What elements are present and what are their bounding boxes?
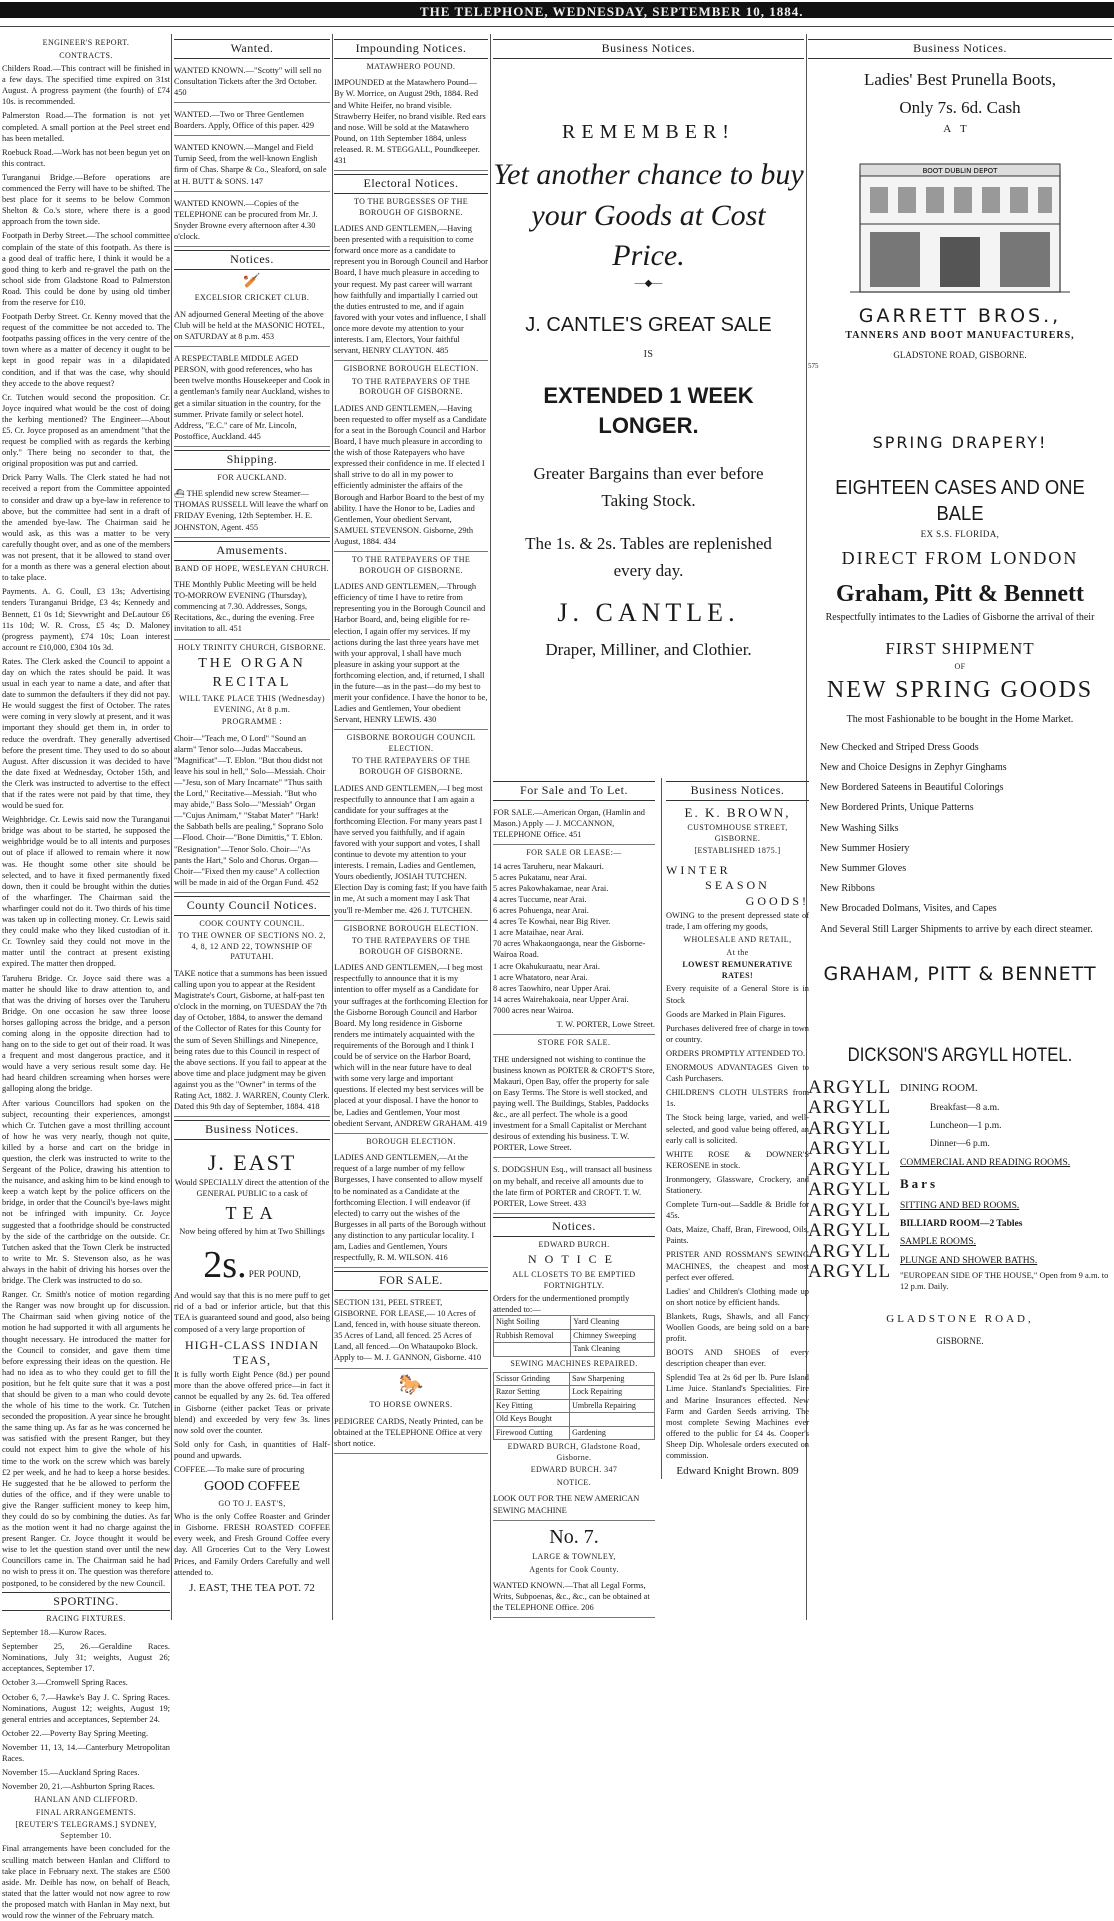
report-heading: ENGINEER'S REPORT. (42, 38, 130, 47)
table-cell (494, 1343, 571, 1357)
burch-notice: NOTICE (528, 1252, 620, 1267)
table-cell (570, 1413, 655, 1427)
shipping-header: Shipping. (174, 450, 330, 470)
script-line: your Goods at Cost Price. (531, 198, 766, 273)
tables-line: every day. (613, 561, 684, 581)
band-title: BAND OF HOPE, WESLEYAN CHURCH. (174, 563, 330, 573)
brown-line: Goods are Marked in Plain Figures. (666, 1009, 786, 1019)
amenity-item: Bars (900, 1175, 938, 1191)
table-row (494, 1372, 655, 1386)
cantle-name: J. CANTLE. (557, 598, 740, 628)
indian-teas: HIGH-CLASS INDIAN TEAS, (185, 1337, 319, 1368)
list-item: New and Choice Designs in Zephyr Ginghams (820, 762, 1007, 773)
report-paragraph: Footpath Derby Street. Cr. Kenny moved that the request of the committee be not acceded to. The footpaths passing offices in the very centre of the town where as a matter of decency it ought to be kept in good repair was in a dilapidated condition, and if that was the case, why should they accede to the above request? (2, 312, 170, 388)
list-item: New Summer Hosiery (820, 842, 910, 854)
eighteen-cases: EIGHTEEN CASES AND ONE BALE (835, 476, 1085, 526)
hanlan-subtitle: FINAL ARRANGEMENTS. (35, 1807, 137, 1817)
sale-ad: SECTION 131, PEEL STREET, GISBORNE. FOR LEASE,— 10 Acres of Land, fenced in, with house situate thereon. 35 Acres of Land, all fenced. 25 Acres of Land, all fenced.—On Whataupoko Block. Apply to— M. J. GANNON, Gisborne. 410 (334, 1294, 488, 1369)
amenity-item: "EUROPEAN SIDE OF THE HOUSE," Open from 9 a.m. to 12 p.m. Daily. (900, 1269, 1109, 1291)
is-word: IS (643, 349, 654, 361)
brown-line: CHILDREN'S CLOTH ULSTERS from 1s. (666, 1088, 809, 1109)
lease-item: 4 acres Te Kowhai, near Big River. (493, 917, 611, 927)
band-ad: THE Monthly Public Meeting will be held TO-MORROW EVENING (Thursday), commencing at 7.30. Addresses, Songs, Recitations, &c., during the evening. Free invitation to all. 451 (174, 576, 330, 639)
trinity-title: HOLY TRINITY CHURCH, GISBORNE. (177, 642, 326, 652)
impound-ad: IMPOUNDED at the Matawhero Pound— By W. Morrice, on August 29th, 1884. Red and White Heifer, no brand visible. Strawberry Heifer, no brand visible. Red ears and nose. Will be sold at the Matawhero Pound, on 11th September 1884, unless released. R. M. STEGGALL, Poundkeeper. 431 (334, 74, 488, 171)
report-paragraph: Rates. The Clerk asked the Council to appoint a day on which the rates should be paid. It was usual in each year to name a date, and after that date to summon the defaulters if they did not pay. He would suggest the first of October. The rates were coming in very slowly at present, and it was important they should get them in, in order to reduce the overdraft. They generally advertised before the present time. They used to do so about August. After discussion it was decided to have the date fixed at Wednesday, October 15th, and the Clerk was instructed to advertise to the effect that if the rates were not paid by that time, they would be sued for. (2, 656, 170, 811)
coffee-go: GO TO J. EAST'S, (218, 1498, 286, 1508)
report-paragraph: Childers Road.—This contract will be finished in a few days. The specified time expired on 31st August. A progress payment (the fourth) of £74 10s. is recommended. (2, 64, 170, 107)
table-row (494, 1343, 655, 1357)
amenity-item: SAMPLE ROOMS. (900, 1237, 977, 1248)
first-shipment: FIRST SHIPMENT (885, 638, 1035, 658)
gisborne-line: GISBORNE. (936, 1336, 984, 1347)
report-paragraph: Palmerston Road.—The formation is not yet completed. A small portion at the Peel street end has been metalled. (2, 111, 170, 143)
argyll-word: ARGYLL (808, 1179, 892, 1201)
list-item: New Bordered Sateens in Beautiful Colorings (820, 782, 1004, 794)
coffee-intro: COFFEE.—To make sure of procuring (174, 1465, 305, 1475)
dodgshun-ad: S. DODGSHUN Esq., will transact all business on my behalf, and receive all amounts due to the late firm of PORTER and CROFT. T. W. PORTER, Lowe Street. 433 (493, 1161, 655, 1213)
table-row (494, 1426, 655, 1440)
report-paragraph: Weighbridge. Cr. Lewis said now the Turanganui bridge was about to be started, he supposed the weighbridge would be to all intents and purposes out of place if allowed to remain where it now was. He thought some other site should be selected, and to have it fixed permanently fixed down, then it could be brought within the duties of the wharfinger. The Chairman said the wharfinger could not do it. Two thirds of his time was taken up in collecting money. Cr. Lewis said they could make who they liked custodian of it. Cr. Townley said they could not move in the matter until the contract at present existing expired. The matter then dropped. (2, 815, 170, 969)
agents-line: Agents for Cook County. (529, 1564, 619, 1574)
argyll-word: ARGYLL (808, 1240, 892, 1262)
for-sale-section (493, 778, 655, 1621)
racing-fixture: November 15.—Auckland Spring Races. (2, 1768, 140, 1778)
brown-line: Purchases delivered free of charge in town or country. (666, 1023, 809, 1044)
table-cell: Rubbish Removal (494, 1329, 571, 1343)
report-paragraph: Ranger. Cr. Smith's notice of motion regarding the Ranger was now brought up for discussion. The Chairman said when giving notice of the motion he had supported it with all arguments he thought necessary. He introduced the matter for the Council to consider, and gave them time before expressing their ideas on the question. He had no idea as to who they could get to fill the position, but he felt quite sure that it was a post that should be given to a man who could devote the whole of his time to the work. Cr. Tutchen seconded the proposition. A year since he brought the same thing up. As far as he was concerned he was satisfied with the present Ranger, but they could not expect him to give the whole of his time to the work on the screw which was barely £2 per week, and he had to keep a horse besides. He suggested that he be allowed to perform the duties of the office, and if they were unable to give the Ranger sufficient money to keep him, they could do so by combining the duties. As far as the motion went it had no charge against the present Ranger. Cr. Joyce thought it would be wise to let the question stand over until the new Councillors came in. The Chairman said he had no wish to press it on. The question was therefore postponed, to be considered by the new Council. (2, 1290, 170, 1588)
argyll-word: ARGYLL (808, 1138, 892, 1160)
report-subheading: CONTRACTS. (59, 50, 113, 60)
table-cell: Key Fitting (494, 1399, 570, 1413)
brown-line: Every requisite of a General Store is in Stock (666, 984, 809, 1005)
draper-line: Draper, Milliner, and Clothier. (545, 639, 752, 659)
racing-fixture: September 18.—Kurow Races. (2, 1628, 107, 1638)
table-row (494, 1386, 655, 1400)
tanners-line: TANNERS AND BOOT MANUFACTURERS, (845, 330, 1075, 342)
racing-subheading: RACING FIXTURES. (46, 1614, 126, 1624)
fashionable-line: The most Fashionable to be bought in the Home Market. (846, 713, 1074, 725)
burch-services-table (493, 1315, 655, 1357)
ex-florida: EX S.S. FLORIDA, (920, 529, 1000, 540)
table-row (494, 1413, 655, 1427)
shop-building-image (850, 142, 1070, 298)
coffee-text: Who is the only Coffee Roaster and Grinder in Gisborne. FRESH ROASTED COFFEE every week, and Fresh Ground Coffee every day. All Groceries Cut to the Very Lowest Prices, and Family Orders Carefully and well attended to. (174, 1512, 330, 1577)
shop-sign-text: BOOT DUBLIN DEPOT (922, 167, 998, 176)
burgesses-heading: TO THE BURGESSES OF THE BOROUGH OF GISBORNE. (353, 196, 469, 217)
racing-fixture: November 11, 13, 14.—Canterbury Metropolitan Races. (2, 1742, 170, 1763)
argyll-block (808, 1078, 1112, 1292)
argyll-word: ARGYLL (808, 1261, 892, 1283)
column-rule (332, 34, 333, 1620)
cricket-ad: AN adjourned General Meeting of the above Club will be held at the MASONIC HOTEL, on SATURDAY at 8 p.m. 453 (174, 306, 330, 347)
column-wanted-notices (174, 36, 330, 1616)
organ-title: THE ORGAN RECITAL (198, 656, 306, 690)
table-cell: Gardening (570, 1426, 655, 1440)
wanted-header: Wanted. (174, 39, 330, 59)
ratepayers-heading: TO THE RATEPAYERS OF THE BOROUGH OF GISBORNE. (351, 936, 471, 956)
wanted-ad: WANTED KNOWN.—Mangel and Field Turnip Seed, from the well-known English firm of Chas. Sharpe & Co., Sleaford, on sale at H. BUTT & SONS. 147 (174, 139, 330, 191)
business-header: Business Notices. (666, 781, 809, 801)
brown-address: CUSTOMHOUSE STREET, GISBORNE. (687, 822, 788, 843)
list-item: New Brocaded Dolmans, Visites, and Capes (820, 903, 997, 915)
cricket-title: EXCELSIOR CRICKET CLUB. (194, 293, 310, 303)
argyll-word: ARGYLL (808, 1097, 892, 1119)
shipping-ad (174, 485, 330, 537)
amenity-item: BILLIARD ROOM—2 Tables (900, 1219, 1023, 1230)
forsale-header: For Sale and To Let. (493, 781, 655, 801)
script-line: Yet another chance to buy (493, 158, 804, 192)
argyll-word: ARGYLL (808, 1199, 892, 1221)
hanlan-title: HANLAN AND CLIFFORD. (34, 1795, 138, 1805)
price-big: 2s. (203, 1244, 247, 1287)
lease-item: 70 acres Whakaongaonga, near the Gisborne-Wairoa Road. (493, 939, 646, 960)
column-cantle-sale (493, 36, 809, 1616)
table-row (494, 1316, 655, 1330)
ratepayers-heading: TO THE RATEPAYERS OF THE BOROUGH OF GISBORNE. (351, 756, 471, 776)
county-title: COOK COUNTY COUNCIL. (199, 918, 305, 928)
argyll-word: ARGYLL (808, 1117, 892, 1139)
price-block (174, 1240, 330, 1290)
respectfully-line: Respectfully intimates to the Ladies of Gisborne the arrival of their (825, 611, 1095, 623)
prunella-price: Only 7s. 6d. Cash (899, 98, 1021, 118)
wanted-ad: WANTED KNOWN.—"Scotty" will sell no Consultation Tickets after the 3rd October. 450 (174, 62, 330, 103)
table-cell: Tank Cleaning (571, 1343, 655, 1357)
column-rule (171, 34, 172, 1620)
steamer-icon: ⛴ (174, 489, 187, 499)
lowest-rates: LOWEST REMUNERATIVE RATES! (682, 960, 793, 980)
election-heading: BOROUGH ELECTION. (366, 1136, 456, 1146)
election-heading: GISBORNE BOROUGH ELECTION. (343, 364, 479, 374)
amenity-item: DINING ROOM. (900, 1081, 978, 1094)
masthead-title: THE TELEPHONE, WEDNESDAY, SEPTEMBER 10, 1884. (420, 4, 804, 19)
lease-item: 1 acre Whatatoro, near Arai. (493, 972, 588, 982)
table-cell: Umbrella Repairing (570, 1399, 655, 1413)
dickson-hotel: DICKSON'S ARGYLL HOTEL. (847, 1044, 1073, 1066)
season-word: SEASON (705, 878, 770, 893)
lease-item: 7000 acres near Wairoa. (493, 1005, 574, 1015)
wanted-ad: WANTED KNOWN.—Copies of the TELEPHONE can be procured from Mr. J. Snyder Browne every afternoon after 4.30 o'clock. (174, 195, 330, 247)
lease-item: 6 acres Pohuenga, near Arai. (493, 906, 589, 916)
amenity-item: Breakfast—8 a.m. (930, 1102, 1000, 1113)
list-item: New Ribbons (820, 883, 875, 895)
cricket-bat-icon: 🏏 (243, 273, 261, 289)
tables-line: The 1s. & 2s. Tables are replenished (525, 533, 772, 553)
list-item: New Washing Silks (820, 822, 899, 834)
list-item: And Several Still Larger Shipments to arrive by each direct steamer. (820, 923, 1093, 935)
sale-header: FOR SALE. (334, 1271, 488, 1291)
masthead-rule (0, 26, 1114, 27)
argyll-word: ARGYLL (808, 1220, 892, 1242)
east-text: It is fully worth Eight Pence (8d.) per pound more than the above offered price—in fact it cannot be equalled by any 2s. 6d. Tea offered in Gisborne (either packet Teas or private blend) and exceeded by very few 3s. lines now sold over the counter. (174, 1370, 330, 1435)
sporting-header: SPORTING. (2, 1592, 170, 1612)
column-drapery (808, 36, 1112, 1616)
list-item: New Bordered Prints, Unique Patterns (820, 802, 974, 814)
brown-section (661, 778, 809, 1479)
lease-signature: T. W. PORTER, Lowe Street. (493, 1016, 655, 1035)
notices-header: Notices. (174, 250, 330, 270)
election-heading: GISBORNE BOROUGH COUNCIL ELECTION. (346, 733, 476, 753)
impound-header: Impounding Notices. (334, 39, 488, 59)
brown-signature: Edward Knight Brown. 809 (676, 1465, 799, 1478)
report-paragraph: Taruheru Bridge. Cr. Joyce said there was a matter he should like to draw attention to, and that was the driving of horses over the Taruheru Bridge. On one occasion he saw three loose horses galloping across the bridge, and a person coming along in the opposite direction had to hang on to the side to get out of their road. It was a frequent and most dangerous practice, and it would have a very serious result some day. He had heard children screaming when horses were galloping along the bridge. (2, 973, 170, 1094)
goods-list (808, 738, 1112, 940)
horse-icon: 🐎 (398, 1373, 424, 1396)
gpb-caps: GRAHAM, PITT & BENNETT (823, 962, 1097, 985)
brown-name: E. K. BROWN, (684, 804, 791, 820)
wholesale-line: WHOLESALE AND RETAIL, (683, 935, 792, 945)
county-ad: TAKE notice that a summons has been issued calling upon you to appear at the Resident Magistrate's Court, Gisborne, at half-past ten o'clock in the morning, on TUESDAY the 7th day of October, 1884, to answer the demand of the Collector of Rates for this County for the sum of Seven Shillings and Ninepence, being rates due to this Council in respect of the above sections. If you fail to appear at the above time and place judgment may be given against you as the "Owner" in terms of the Rating Act, 1882. J. WARREN, County Clerk. Dated this 9th day of September, 1884. 418 (174, 965, 330, 1117)
gladstone-road: GLADSTONE ROAD, (886, 1312, 1034, 1325)
clayton-ad: LADIES AND GENTLEMEN,—Having been presented with a requisition to come forward once more as a candidate to represent you in Borough Council and Harbor Board, I have much pleasure in acceding to your request. My past career will warrant how faithfully and impartially I carried out the duties entrusted to me, and if again favored with your votes and influence, I shall once more devote my attention to your interests. I am, Electors, Your faithful servant, HENRY CLAYTON. 485 (334, 220, 488, 361)
column-council-report (2, 36, 170, 1920)
new-spring-goods: NEW SPRING GOODS (826, 676, 1094, 703)
racing-fixture: October 22.—Poverty Bay Spring Meeting. (2, 1728, 149, 1738)
greater-line: Taking Stock. (601, 490, 696, 510)
amenity-item: SITTING AND BED ROOMS. (900, 1200, 1020, 1211)
report-paragraph: Drick Parry Walls. The Clerk stated he had not received a report from the Committee appointed to consider and draw up a bye-law in reference to above, but the committee had sent in a draft of the amended bye-law. The Chairman said he would ask, as this was a matter to be very carefully thought over, and as one of the members was not present, that it be allowed to stand over for a month as there was a general election about to take place. (2, 473, 170, 583)
east-text: And would say that this is no mere puff to get rid of a bad or inferior article, but that this TEA is guaranteed sound and good, also being composed of a very large proportion of (174, 1291, 330, 1334)
price-unit: PER POUND, (248, 1269, 301, 1280)
column-electoral-notices (334, 36, 488, 1616)
report-paragraph: Roebuck Road.—Work has not been begun yet on this contract. (2, 147, 170, 168)
stevenson-ad: LADIES AND GENTLEMEN,—Having been requested to offer myself as a Candidate for a seat in the Borough Council and Harbor Board, I have much pleasure in according to the wish of those Ratepayers who have expressed their confidence in me. If elected I shall strive to do all in my power to efficiently administer the affairs of the Borough and Harbor Board to the best of my ability. I have the Honor to be, Ladies and Gentlemen, Your obedient Servant, SAMUEL STEVENSON. Gisborne, 29th August, 1884. 434 (334, 400, 488, 552)
greater-line: Greater Bargains than ever before (533, 463, 764, 483)
table-cell: Night Soiling (494, 1316, 571, 1330)
ratepayers-heading: TO THE RATEPAYERS OF THE BOROUGH OF GISBORNE. (351, 376, 471, 397)
report-paragraph: Footpath in Derby Street.—The school committee complain of the state of this footpath. As there is a good deal of traffic here, I think it would be a good thing to kerb and re-gravel the path on the school side from Gladstone Road to Palmerston Road. This could be done by using old timber from the reserve for £10. (2, 231, 170, 307)
brown-line: Complete Turn-out—Saddle & Bridle for 45s. (666, 1200, 809, 1221)
legal-forms-ad: WANTED KNOWN.—That all Legal Forms, Writs, Subpoenas, &c., &c., can be obtained at the TELEPHONE Office. 206 (493, 1577, 655, 1618)
lease-item: 1 acre Mataihae, near Arai. (493, 928, 584, 938)
racing-fixture: October 3.—Cromwell Spring Races. (2, 1678, 128, 1688)
racing-fixture: September 25, 26.—Geraldine Races. Nominations, July 31; weights, August 26; acceptances, September 17. (2, 1642, 170, 1674)
list-item: New Summer Gloves (820, 862, 907, 874)
east-name: J. EAST (207, 1150, 297, 1176)
east-text: Sold only for Cash, in quantities of Half-pound and upwards. (174, 1439, 330, 1460)
amusements-header: Amusements. (174, 541, 330, 561)
brown-line: ENORMOUS ADVANTAGES Given to Cash Purchasers. (666, 1063, 809, 1084)
lookout-ad: LOOK OUT FOR THE NEW AMERICAN SEWING MACHINE (493, 1490, 655, 1520)
masthead (0, 0, 1114, 30)
notice-title: NOTICE. (556, 1477, 592, 1487)
electoral-header: Electoral Notices. (334, 174, 488, 194)
goods-word: GOODS! (745, 894, 809, 909)
business-header: Business Notices. (493, 39, 804, 59)
organ-when: WILL TAKE PLACE THIS (Wednesday) EVENING, At 8 p.m. (178, 694, 325, 714)
argyll-amenities (900, 1078, 1112, 1292)
lease-item: 14 acres Wairehakoaia, near Upper Arai. (493, 994, 629, 1004)
amenity-item: PLUNGE AND SHOWER BATHS. (900, 1255, 1038, 1266)
gpb-name: Graham, Pitt & Bennett (836, 581, 1084, 608)
programme-text: Choir—"Teach me, O Lord" "Sound an alarm" Tenor solo—Judas Maccabeus. "Magnificat"—T. Eblon. "But thou didst not leave his soul in hell," Solo—Messiah. Choir—"Jesu, son of Mary Incarnate" "Thus saith the Lord," Recitative—Messiah. "But who may abide," Bass Solo—"Messiah" Organ—"Cujus Animam," "Stabat Mater" "Hark! the Sabbath bells are pealing," Soprano Solo—Flood. Choir—"Bone Dimittis," T. Eblon. "Resignation"—Tenor Solo. Choir—"As pants the Hart," Solo and Chorus. Organ— Choir—"Fixed then my cause" A collection will be made in aid of the Organ Fund. 452 (174, 730, 330, 893)
table-cell: Chimney Sweeping (571, 1329, 655, 1343)
table-cell: Lock Repairing (570, 1386, 655, 1400)
table-cell: Old Keys Bought (494, 1413, 570, 1427)
organ-sale-ad: FOR SALE.—American Organ, (Hamlin and Mason.) Apply — J. MCCANNON, TELEPHONE Office. 451 (493, 804, 655, 845)
east-selling: Now being offered by him at Two Shillings (179, 1226, 325, 1236)
east-signature: J. EAST, THE TEA POT. 72 (189, 1581, 315, 1594)
burch-footer: EDWARD BURCH. 347 (530, 1465, 618, 1475)
ad-number: 575 (808, 362, 819, 371)
lewis-ad: LADIES AND GENTLEMEN,—Through efficiency of time I have to retire from representing you in the Borough Council and Harbor Board, and, being eligible for re-election, I again offer my services. If my actions during the last three years have met with your approval, I shall have much pleasure in asking your support at the forthcoming election, and, if returned, I shall in the future—as in the past—do my best to merit your confidence. I have the honor to be, Ladies and Gentlemen, Your obedient Servant, HENRY LEWIS. 430 (334, 578, 488, 730)
impound-subheading: MATAWHERO POUND. (366, 61, 456, 71)
hanlan-telegram: [REUTER'S TELEGRAMS.] SYDNEY, September 10. (15, 1820, 157, 1840)
sewing-services-table (493, 1372, 655, 1441)
lease-item: 5 acres Pakowhakamae, near Arai. (493, 883, 609, 893)
remember-heading: REMEMBER! (562, 120, 735, 143)
brown-line: Blankets, Rugs, Shawls, and all Fancy Woollen Goods, are being sold on a bare profit. (666, 1311, 809, 1344)
county-subheading: TO THE OWNER OF SECTIONS NO. 2, 4, 8, 12 AND 22, TOWNSHIP OF PATUTAHI. (178, 931, 326, 962)
table-row (494, 1399, 655, 1413)
horse-header: TO HORSE OWNERS. (369, 1399, 453, 1409)
of-word: OF (954, 662, 966, 672)
lease-item: 4 acres Tuccume, near Arai. (493, 894, 587, 904)
racing-fixture: November 20, 21.—Ashburton Spring Races. (2, 1782, 155, 1792)
shipping-text: THE splendid new screw Steamer— THOMAS RUSSELL Will leave the wharf on FRIDAY Evening, 12th September. H. E. JOHNSTON, Agent. 455 (174, 489, 329, 532)
prunella-line: Ladies' Best Prunella Boots, (864, 69, 1056, 89)
report-paragraph: After various Councillors had spoken on the subject, recounting their experiences, amongst which Cr. Tutchen gave a most thrilling account of how he was very nearly, though not quite, killed by a horse and cart on the bridge in question, the clerk was instructed to write to the Sergeant of the Police, drawing his attention to the nuisance, and asking him to be kind enough to keep a watch kept by the police officers on the bridge, in order that the Council's bye-laws might not be infringed with impunity. Cr. Joyce suggested that a footbridge should be constructed by the side of the cartbridge on the outside. Cr. Tutchen asked that the Town Clerk be instructed to write to Mr. S. Stevenson also, as he was always in the habit of driving his horses over the bridge. The Clerk was instructed to do so. (2, 1098, 170, 1286)
argyll-column (808, 1078, 900, 1292)
amenity-item: Luncheon—1 p.m. (930, 1121, 1002, 1132)
store-title: STORE FOR SALE. (537, 1038, 611, 1048)
store-ad: THE undersigned not wishing to continue the business known as PORTER & CROFT'S Store, Makauri, Open Bay, offer the property for sale on Easy Terms. The Store is well stocked, and paying well. The Buildings, Stables, Paddocks &c., are all perfect. The whole is a good investment for a Small Capitalist or Merchant desirous of extending his business. T. W. PORTER, Lowe Street. (493, 1051, 655, 1159)
extended-notice: EXTENDED 1 WEEK LONGER. (543, 383, 754, 438)
report-paragraph: Payments. A. G. Coull, £3 13s; Advertising tenders Turanganui Bridge, £3 4s; Kennedy and Bennett, £1 0s 1d; Sievwright and DeLautour £6 11s 10d; W. R. Cross, £5 4s; D. Maloney (progress payment), £74 10s; Loan interest account re £10,000, £304 10s 3d. (2, 587, 170, 652)
list-item: New Checked and Striped Dress Goods (820, 741, 979, 753)
lease-item: 14 acres Taruheru, near Makauri. (493, 861, 604, 871)
spring-drapery: SPRING DRAPERY! (872, 432, 1048, 452)
direct-london: DIRECT FROM LONDON (841, 548, 1079, 569)
winter-word: WINTER (666, 862, 731, 877)
brown-line: ORDERS PROMPTLY ATTENDED TO. (666, 1048, 806, 1058)
amenity-item: Dinner—6 p.m. (930, 1139, 990, 1150)
notices-header: Notices. (493, 1217, 655, 1237)
burch-signature: EDWARD BURCH, Gladstone Road, Gisborne. (507, 1442, 641, 1462)
lease-item: 5 acres Pukatanu, near Arai. (493, 872, 587, 882)
brown-line: WHITE ROSE & DOWNER'S KEROSENE in stock. (666, 1149, 809, 1170)
burch-orders: Orders for the undermentioned promptly attended to:— (493, 1294, 630, 1315)
table-cell: Saw Sharpening (570, 1372, 655, 1386)
tutchen-ad: LADIES AND GENTLEMEN,—I beg most respectfully to announce that I am again a candidate for your suffrages at the forthcoming Election. For many years past I have served you faithfully, and if again favored with your support and votes, I shall continue to devote my attention to your interests. I remain, Ladies and Gentlemen, Yours obediently, JOSIAH TUTCHEN. Election Day is coming fast; If you have faith in me, At such a moment may I ask That you'll re-Member me. 426 J. TUTCHEN. (334, 780, 488, 921)
column-rule (490, 34, 491, 1620)
table-cell: Scissor Grinding (494, 1372, 570, 1386)
at-the: At the (726, 947, 749, 957)
table-cell: Razor Setting (494, 1386, 570, 1400)
report-paragraph: Turanganui Bridge.—Before operations are commenced the Ferry will have to be shifted. The best place for it seems to be below Common Shelton & Co.'s store, where there is a good approach from the town side. (2, 172, 170, 227)
business-header: Business Notices. (174, 1120, 330, 1140)
brown-line: PRISTER AND ROSSMAN'S SEWING MACHINES, the cheapest and most perfect ever offered. (666, 1250, 809, 1282)
brown-established: [ESTABLISHED 1875.] (694, 846, 781, 856)
lease-item: 8 acres Taowhiro, near Upper Arai. (493, 983, 611, 993)
tea-word: TEA (225, 1203, 279, 1224)
argyll-word: ARGYLL (808, 1076, 892, 1098)
wanted-ad: WANTED.—Two or Three Gentlemen Boarders. Apply, Office of this paper. 429 (174, 106, 330, 136)
brown-line: Splendid Tea at 2s 6d per lb. Pure Island Lime Juice. Stanland's Specialities. Fire and Marine Insurances effected. New Farm and Garden Seeds arriving. The most complete Sewing Machines ever offered to the public for £4 4s. Cooper's Sheep Dip. Wholesale orders executed on commission. (666, 1373, 809, 1461)
no7-heading: No. 7. (549, 1525, 599, 1548)
racing-fixture: October 6, 7.—Hawke's Bay J. C. Spring Races. Nominations, August 12; weights, August 19; general entries and acceptances, September 24. (2, 1692, 170, 1724)
burch-title: EDWARD BURCH. (538, 1239, 610, 1249)
programme-label: PROGRAMME : (221, 717, 283, 727)
housekeeper-ad: A RESPECTABLE MIDDLE AGED PERSON, with good references, who has been twelve months Housekeeper and Cook in a gentleman's family near Auckland, wishes to get a similar situation in the country, for the summer. Private family or select hotel. Address, "E.C." care of Mr. Lincoln, Postoffice, Auckland. 445 (174, 350, 330, 447)
hanlan-text: Final arrangements have been concluded for the sculling match between Hanlan and Clifford to take place in February next. The stakes are £500 aside. Mr. Deible has now, on behalf of Beach, stated that the latter would not now agree to row the proposed match with Hanlan in May next, but would row the winner of the February match. (2, 1844, 170, 1920)
argyll-word: ARGYLL (808, 1158, 892, 1180)
amenity-item: COMMERCIAL AND READING ROOMS. (900, 1157, 1071, 1168)
lease-item: 1 acre Okahukuraatu, near Arai. (493, 961, 600, 971)
graham-ad: LADIES AND GENTLEMEN,—I beg most respectfully to announce that it is my intention to offer myself as a Candidate for your suffrages at the forthcoming Election for the Gisborne Borough Council and Harbor Board. My long residence in Gisborne renders me intimately acquainted with the requirements of the Borough and I think I could be of service on the Harbor Board, which will in the near future have to deal with some very large and important questions. If elected my best services will be placed at your disposal. I have the honor to be, Ladies and Gentlemen, Your most obedient Servant, ANDREW GRAHAM. 419 (334, 959, 488, 1133)
table-cell: Yard Cleaning (571, 1316, 655, 1330)
large-townley: LARGE & TOWNLEY, (532, 1552, 616, 1561)
at-word: AT (943, 122, 977, 135)
east-intro: Would SPECIALLY direct the attention of the GENERAL PUBLIC to a cask of (174, 1178, 330, 1199)
brown-line: BOOTS AND SHOES of every description cheaper than ever. (666, 1348, 809, 1369)
lease-title: FOR SALE OR LEASE:— (526, 848, 622, 858)
coffee-big: GOOD COFFEE (203, 1479, 301, 1495)
brown-line: Oats, Maize, Chaff, Bran, Firewood, Oils, Paints. (666, 1225, 809, 1246)
election-heading: GISBORNE BOROUGH ELECTION. (343, 923, 479, 933)
ratepayers-heading: TO THE RATEPAYERS OF THE BOROUGH OF GISBORNE. (351, 555, 471, 575)
table-cell: Firewood Cutting (494, 1426, 570, 1440)
table-row (494, 1329, 655, 1343)
shipping-subheading: FOR AUCKLAND. (217, 472, 287, 482)
brown-line: Ironmongery, Glassware, Crockery, and Stationery. (666, 1174, 809, 1195)
divider-ornament: —◆— (634, 277, 663, 289)
burch-closets: ALL CLOSETS TO BE EMPTIED FORTNIGHTLY. (512, 1270, 636, 1290)
brown-line: Ladies' and Children's Clothing made up on short notice by efficient hands. (666, 1286, 809, 1307)
owing-text: OWING to the present depressed state of trade, I am offering my goods, (666, 911, 809, 932)
horse-ad: PEDIGREE CARDS, Neatly Printed, can be obtained at the TELEPHONE Office at very short notice. (334, 1413, 488, 1454)
business-header: Business Notices. (808, 39, 1112, 59)
gladstone-line: GLADSTONE ROAD, GISBORNE. (893, 350, 1027, 361)
sewing-title: SEWING MACHINES REPAIRED. (510, 1358, 638, 1368)
garrett-name: GARRETT BROS., (858, 305, 1062, 328)
great-sale: J. CANTLE'S GREAT SALE (525, 313, 772, 336)
report-paragraph: Cr. Tutchen would second the proposition. Cr. Joyce inquired what would be the cost of doing the kerbing mentioned? The Engineer—About £5. Cr. Joyce proposed as an amendment "that the request be complied with as regards the kerbing only." There being no seconder to that, the original proposition was put and carried. (2, 392, 170, 469)
county-header: County Council Notices. (174, 896, 330, 916)
wilson-ad: LADIES AND GENTLEMEN,—At the request of a large number of my fellow Burgesses, I have consented to allow myself to be nominated as a Candidate at the forthcoming Election. I will endeavor (if elected) to carry out the wishes of the Burgesses in all parts of the Borough without any distinction to any particular locality. I am, Ladies and Gentlemen, Yours respectfully, R. M. WILSON. 416 (334, 1149, 488, 1268)
brown-line: The Stock being large, varied, and well-selected, and good value being offered, an early call is solicited. (666, 1113, 809, 1145)
